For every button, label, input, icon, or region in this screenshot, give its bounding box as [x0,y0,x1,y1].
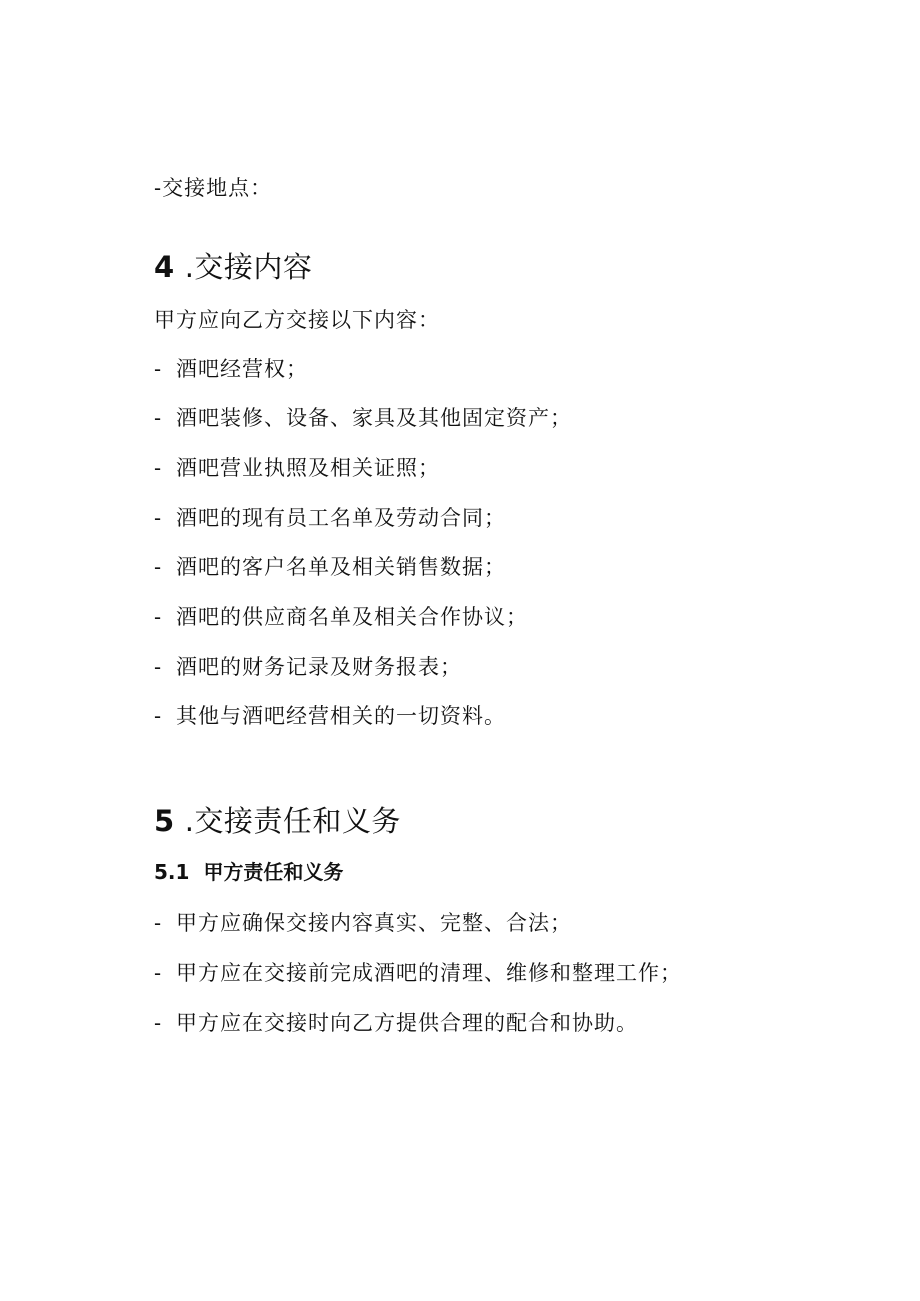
section-5-1-heading [154,859,343,885]
bullet-dash: - [154,406,163,430]
list-item-text: 酒吧的现有员工名单及劳动合同； [176,506,506,530]
list-item [154,909,572,937]
list-item [154,454,440,482]
list-item-text: 酒吧装修、设备、家具及其他固定资产； [176,406,572,430]
bullet-dash: - [154,1011,163,1035]
section-4-heading [154,249,312,285]
list-item-text: 甲方应确保交接内容真实、完整、合法； [176,911,572,935]
bullet-dash: - [154,911,163,935]
bullet-dash: - [154,357,163,381]
location-line: -交接地点： [154,176,273,200]
list-item-text: 酒吧经营权； [176,357,308,381]
bullet-dash: - [154,961,163,985]
section-4-title: .交接内容 [184,250,313,284]
bullet-dash: - [154,555,163,579]
section-5-1-title: 甲方责任和义务 [203,860,344,884]
list-item-text: 甲方应在交接时向乙方提供合理的配合和协助。 [176,1011,638,1035]
bullet-dash: - [154,506,163,530]
list-item [154,553,506,581]
list-item [154,702,506,730]
bullet-dash: - [154,456,163,480]
section-4-number: 4 [154,250,175,284]
section-5-number: 5 [154,804,175,838]
list-item [154,959,682,987]
bullet-dash: - [154,655,163,679]
list-item-text: 酒吧的财务记录及财务报表； [176,655,462,679]
list-item-text: 其他与酒吧经营相关的一切资料。 [176,704,506,728]
list-item-text: 酒吧的供应商名单及相关合作协议； [176,605,528,629]
list-item-text: 甲方应在交接前完成酒吧的清理、维修和整理工作； [176,961,682,985]
list-item-text: 酒吧的客户名单及相关销售数据； [176,555,506,579]
list-item-text: 酒吧营业执照及相关证照； [176,456,440,480]
bullet-dash: - [154,605,163,629]
section-5-1-number: 5.1 [154,860,190,884]
list-item [154,404,572,432]
list-item [154,1009,638,1037]
section-5-title: .交接责任和义务 [184,804,401,838]
list-item [154,355,308,383]
list-item [154,603,528,631]
list-item [154,653,462,681]
section-4-intro: 甲方应向乙方交接以下内容： [154,308,440,332]
list-item [154,504,506,532]
section-5-heading [154,803,401,839]
bullet-dash: - [154,704,163,728]
